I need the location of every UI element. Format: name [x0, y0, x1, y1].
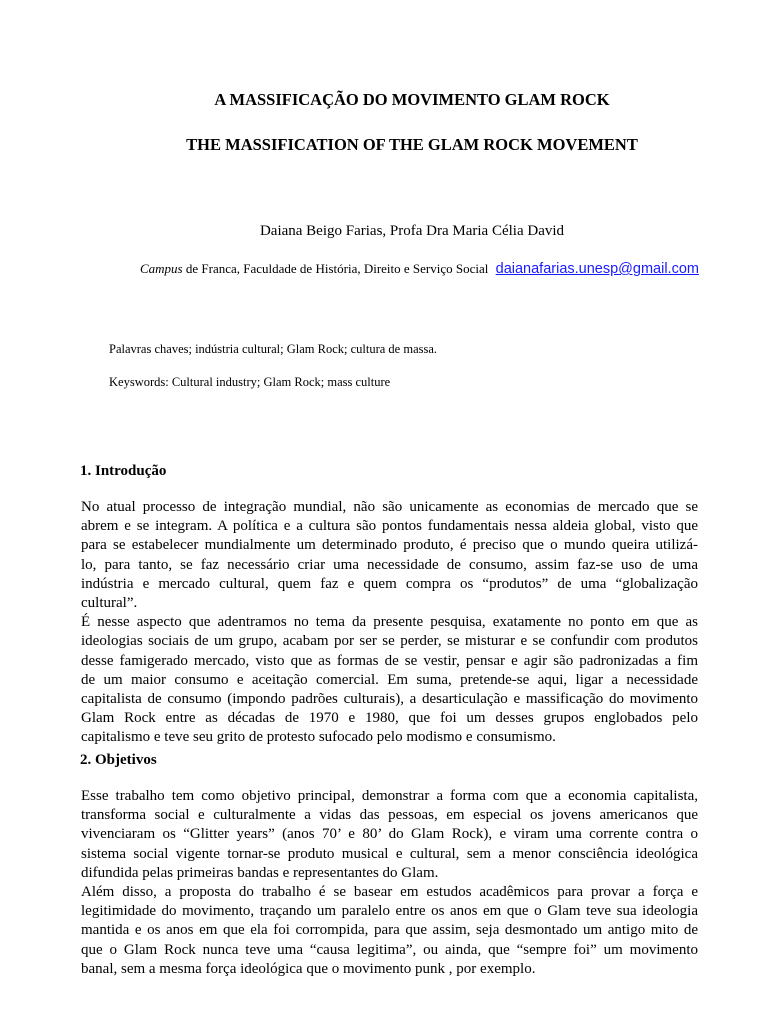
paragraph-line: banal, sem a mesma força ideológica que o movimento punk , por exemplo.	[81, 960, 536, 977]
paragraph-line: Esse trabalho tem como objetivo principal, demonstrar a forma com que a economia capitalista,	[81, 788, 698, 804]
affiliation	[140, 261, 699, 277]
paragraph-line: transforma social e culturalmente a vidas das pessoas, em especial os jovens americanos que	[81, 807, 698, 824]
email-link[interactable]: daianafarias.unesp@gmail.com	[495, 261, 699, 277]
paragraph-line: É nesse aspecto que adentramos no tema da presente pesquisa, exatamente no ponto em que as	[81, 614, 698, 631]
paragraph-line: legitimidade do movimento, traçando um paralelo entre os anos em que o Glam teve sua ideologia	[81, 903, 698, 920]
paragraph-line: vivenciaram os “Glitter years” (anos 70’ e 80’ do Glam Rock), e viram uma corrente contra o	[81, 826, 698, 843]
paragraph-line: sistema social vigente tornar-se produto musical e cultural, sem a menor consciência ideológica	[81, 845, 698, 862]
paragraph-line: abrem e se integram. A política e a cultura são pontos fundamentais nessa aldeia global, visto que	[81, 518, 698, 535]
paragraph-line: mantida e os anos em que ela foi corrompida, para que assim, seja desmontado um antigo mito de	[81, 922, 698, 939]
affiliation-text: de Franca, Faculdade de História, Direito e Serviço Social	[182, 261, 489, 276]
paragraph-line: difundida pelas primeiras bandas e representantes do Glam.	[81, 864, 439, 881]
paragraph-line: lo, para tanto, se faz necessário criar uma necessidade de consumo, assim faz-se uso de uma	[81, 556, 698, 573]
paragraph-line: que o Glam Rock nunca teve uma “causa legitima”, ou ainda, que “sempre foi” um movimento	[81, 941, 698, 958]
campus-label: Campus	[140, 261, 183, 276]
paragraph-line: Além disso, a proposta do trabalho é se basear em estudos acadêmicos para provar a força e	[81, 883, 698, 900]
paragraph-line: desse famigerado mercado, visto que as formas de se vestir, pensar e agir são padronizadas a fim	[81, 652, 698, 669]
paragraph-line: No atual processo de integração mundial, não são unicamente as economias de mercado que se	[81, 499, 698, 515]
section-heading-introduction: 1. Introdução	[80, 463, 167, 479]
paragraph-line: capitalismo e teve seu grito de protesto sufocado pelo modismo e consumismo.	[81, 729, 556, 746]
keywords-english: Keyswords: Cultural industry; Glam Rock; mass culture	[109, 375, 391, 389]
objectives-paragraph	[81, 787, 698, 979]
introduction-paragraph	[81, 498, 698, 747]
title-portuguese: A MASSIFICAÇÃO DO MOVIMENTO GLAM ROCK	[214, 90, 610, 109]
paragraph-line: para se estabelecer mundialmente um determinado produto, é preciso que o mundo queira utilizá-	[81, 537, 698, 554]
paragraph-line: de um maior consumo e aceitação comercial. Em suma, pretende-se aqui, ligar a necessidade	[81, 671, 698, 688]
paragraph-line: ideologias sociais de um grupo, acabam por ser se perder, se misturar e se confundir com produtos	[81, 633, 698, 650]
paragraph-line: indústria e mercado cultural, quem faz e quem compra os “produtos” de uma “globalização	[81, 575, 698, 592]
section-heading-objectives: 2. Objetivos	[80, 752, 157, 768]
paragraph-line: Glam Rock entre as décadas de 1970 e 1980, que foi um desses grupos englobados pelo	[81, 710, 698, 727]
keywords-portuguese: Palavras chaves; indústria cultural; Glam Rock; cultura de massa.	[109, 342, 438, 356]
title-english: THE MASSIFICATION OF THE GLAM ROCK MOVEMENT	[186, 135, 638, 154]
paragraph-line: cultural”.	[81, 594, 138, 611]
authors: Daiana Beigo Farias, Profa Dra Maria Célia David	[259, 223, 565, 239]
paragraph-line: capitalista de consumo (impondo padrões culturais), a desarticulação e massificação do movimento	[81, 690, 698, 707]
